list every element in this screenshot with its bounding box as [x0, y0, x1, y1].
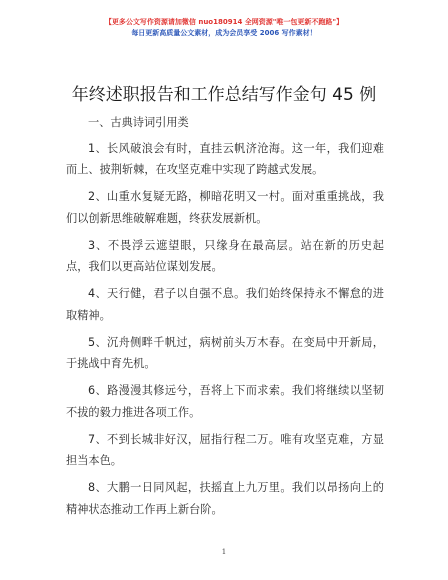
list-item: 5、沉舟侧畔千帆过，病树前头万木春。在变局中开新局，于挑战中育先机。: [66, 335, 384, 370]
section-heading: 一、古典诗词引用类: [88, 116, 189, 129]
list-item: 7、不到长城非好汉，屈指行程二万。唯有攻坚克难，方显担当本色。: [66, 432, 384, 467]
promo-banner-line-2: 每日更新高质量公文素材，成为会员享受 2006 写作素材！: [131, 29, 317, 37]
promo-banner: [0, 17, 448, 39]
list-item: 6、路漫漫其修远兮，吾将上下而求索。我们将继续以坚韧不拔的毅力推进各项工作。: [66, 384, 384, 419]
list-item: 8、大鹏一日同风起，扶摇直上九万里。我们以昂扬向上的精神状态推动工作再上新台阶。: [66, 481, 384, 516]
page-title: 年终述职报告和工作总结写作金句 45 例: [71, 85, 377, 105]
list-item: 4、天行健，君子以自强不息。我们始终保持永不懈怠的进取精神。: [66, 287, 384, 322]
page-number: 1: [221, 548, 227, 556]
list-item: 1、长风破浪会有时，直挂云帆济沧海。这一年，我们迎难而上、披荆斩棘，在攻坚克难中实现了跨越式发展。: [66, 141, 384, 176]
document-body: [66, 112, 384, 526]
list-item: 3、不畏浮云遮望眼，只缘身在最高层。站在新的历史起点，我们以更高站位谋划发展。: [66, 238, 384, 273]
promo-banner-line-1: 【更多公文写作资源请加微信 nuo180914 全网资源"唯一包更新不跑路"】: [104, 18, 344, 26]
list-item: 2、山重水复疑无路，柳暗花明又一村。面对重重挑战，我们以创新思维破解难题，终获发展新机。: [66, 190, 384, 225]
